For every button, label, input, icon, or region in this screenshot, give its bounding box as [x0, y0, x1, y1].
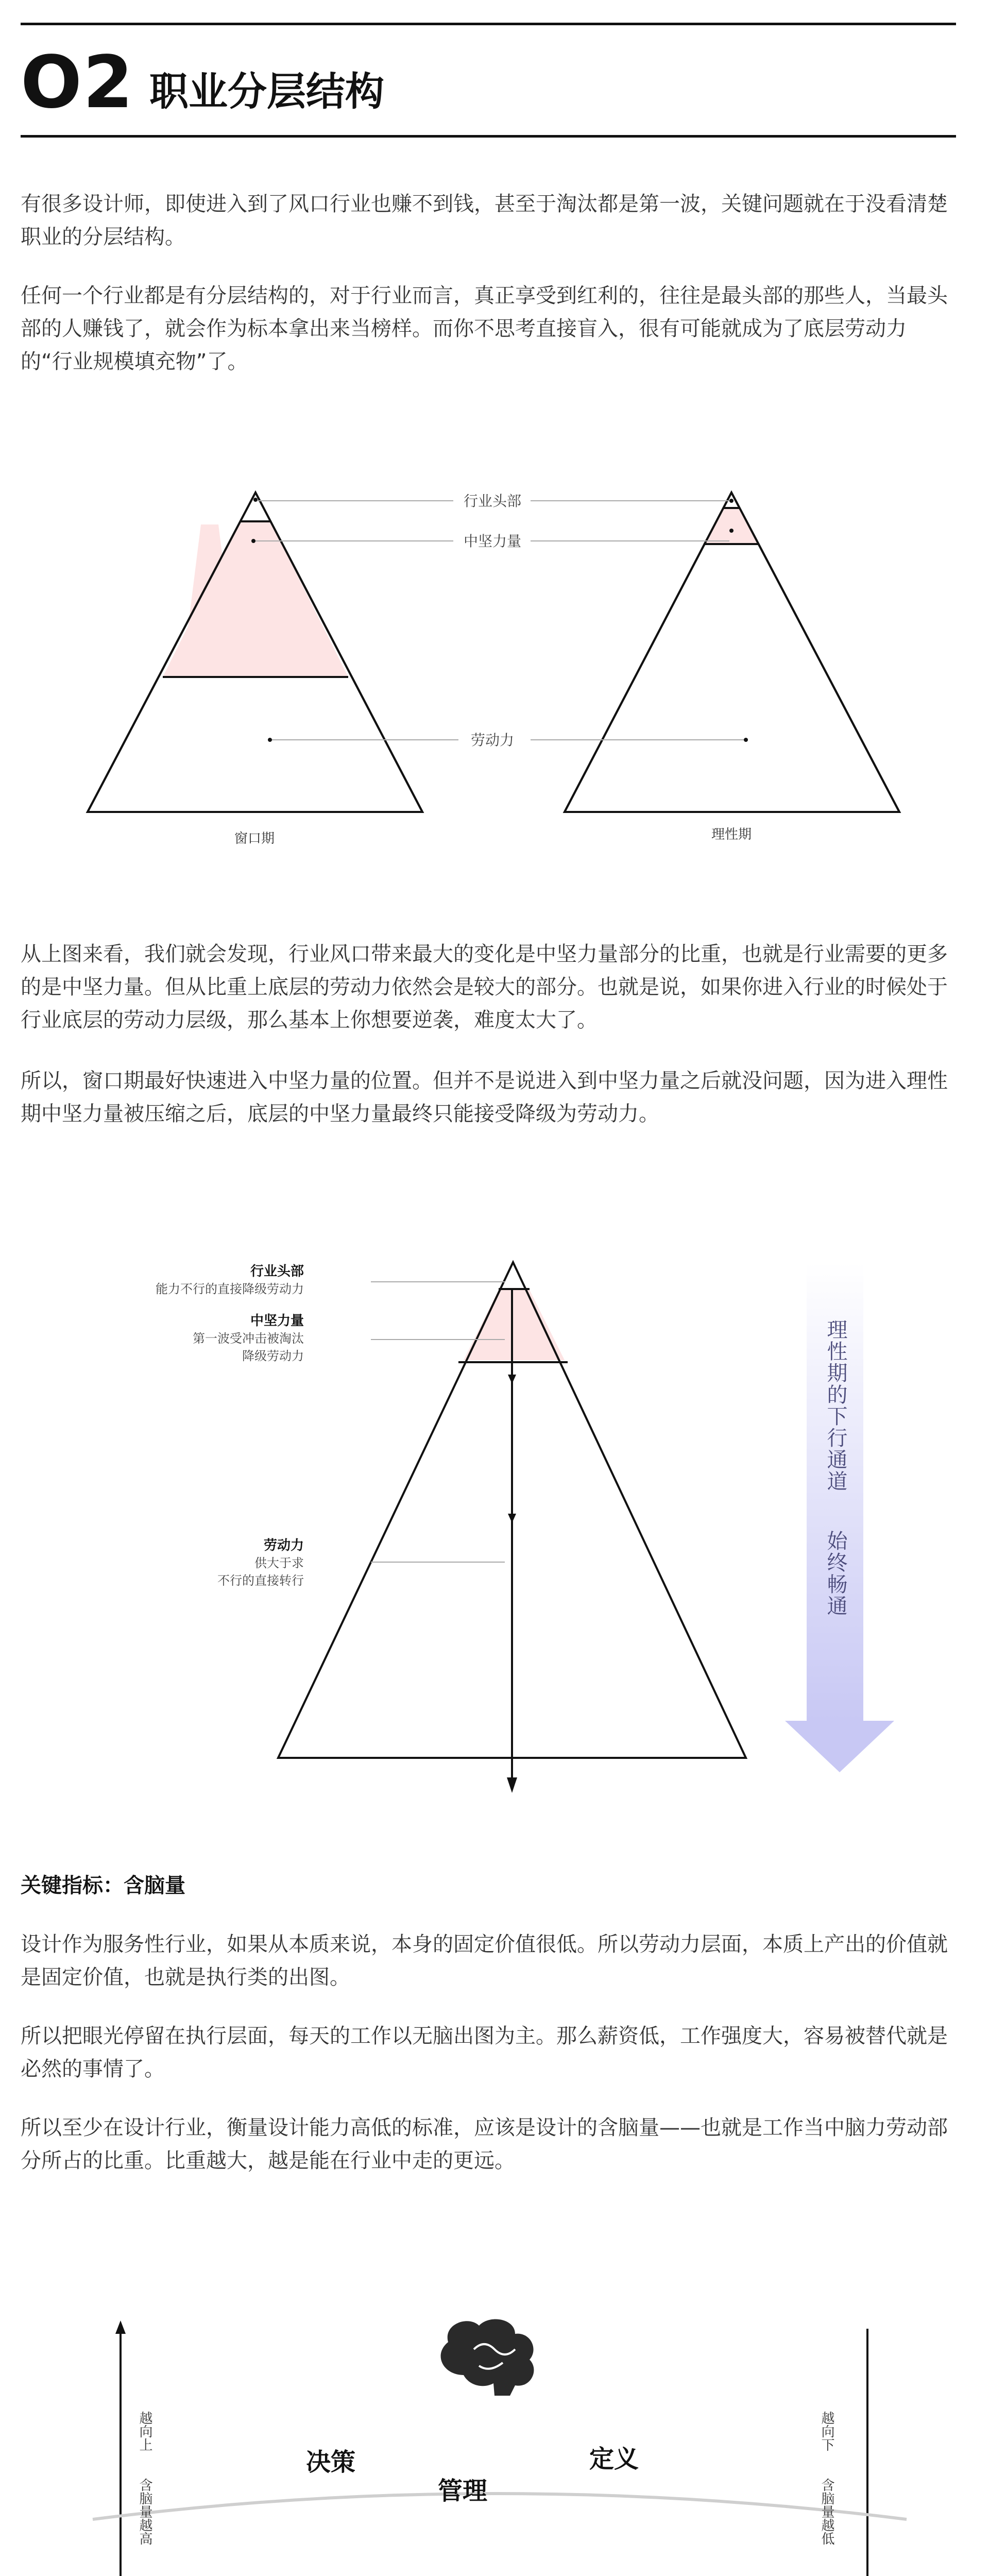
- label-labor: 劳动力: [470, 732, 515, 749]
- paragraph-service-industry: 设计作为服务性行业，如果从本质来说，本身的固定价值很低。所以劳动力层面，本质上产出的价值就是固定价值，也就是执行类的出图。: [21, 1933, 948, 1989]
- right-pyramid-core-fill: [705, 507, 758, 543]
- left-pyramid-core-fill: [163, 520, 348, 677]
- header-top-rule: [21, 23, 956, 25]
- section-title: 职业分层结构: [149, 69, 384, 114]
- word-manage: 管理: [438, 2477, 488, 2505]
- label-industry-head: 行业头部: [463, 493, 522, 510]
- brain-icon: [441, 2319, 534, 2396]
- channel-text-2: 始终畅通: [824, 1530, 847, 1617]
- header-bottom-rule: [21, 135, 956, 138]
- core-band-fill: [464, 1288, 565, 1360]
- labor-title: 劳动力: [263, 1538, 304, 1553]
- head-desc: 能力不行的直接降级劳动力: [156, 1282, 304, 1296]
- right-pyramid-caption: 理性期: [711, 827, 752, 842]
- downward-channel-arrow-head: [785, 1721, 894, 1772]
- paragraph-window-period: 所以，窗口期最好快速进入中坚力量的位置。但并不是说进入到中坚力量之后就没问题，因为进入理性期中坚力量被压缩之后，底层的中坚力量最终只能接受降级为劳动力。: [21, 1069, 948, 1126]
- right-text-brain-low: 含脑量越低: [819, 2478, 834, 2545]
- paragraph-execution: 所以把眼光停留在执行层面，每天的工作以无脑出图为主。那么薪资低，工作强度大，容易被替代就是必然的事情了。: [21, 2024, 948, 2081]
- section-number: O2: [21, 41, 134, 125]
- left-text-up: 越向上: [137, 2411, 152, 2451]
- key-indicator-heading: 关键指标：含脑量: [21, 1874, 185, 1897]
- core-desc-1: 第一波受冲击被淘汰: [193, 1331, 304, 1346]
- channel-text-1: 理性期的下行通道: [824, 1319, 847, 1492]
- paragraph-brain-ratio: 所以至少在设计行业，衡量设计能力高低的标准，应该是设计的含脑量——也就是工作当中脑力劳动部分所占的比重。比重越大，越是能在行业中走的更远。: [21, 2116, 948, 2173]
- labor-desc-1: 供大于求: [254, 1556, 304, 1570]
- paragraph-intro: 有很多设计师，即使进入到了风口行业也赚不到钱，甚至于淘汰都是第一波，关键问题就在于没看清楚职业的分层结构。: [21, 192, 948, 249]
- core-desc-2: 降级劳动力: [242, 1349, 304, 1363]
- paragraph-analysis: 从上图来看，我们就会发现，行业风口带来最大的变化是中坚力量部分的比重，也就是行业需要的更多的是中坚力量。但从比重上底层的劳动力依然会是较大的部分。也就是说，如果你进入行业的时候处于行业底层的劳动力层级，那么基本上你想要逆袭，难度太大了。: [21, 942, 948, 1032]
- paragraph-layers: 任何一个行业都是有分层结构的，对于行业而言，真正享受到红利的，往往是最头部的那些人，当最头部的人赚钱了，就会作为标本拿出来当榜样。而你不思考直接盲入，很有可能就成为了底层劳动力的“行业规模填充物”了。: [21, 284, 948, 374]
- labor-desc-2: 不行的直接转行: [217, 1573, 304, 1588]
- head-title: 行业头部: [250, 1264, 304, 1279]
- word-define: 定义: [589, 2445, 639, 2473]
- pyramid-comparison-diagram: [0, 464, 989, 866]
- left-text-brain-high: 含脑量越高: [137, 2478, 152, 2545]
- right-text-down: 越向下: [819, 2411, 834, 2451]
- upper-band-curve: [93, 2494, 907, 2519]
- left-pyramid-caption: 窗口期: [234, 831, 275, 846]
- word-decision: 决策: [306, 2448, 356, 2477]
- label-core-force: 中坚力量: [463, 533, 522, 550]
- core-title: 中坚力量: [250, 1313, 304, 1329]
